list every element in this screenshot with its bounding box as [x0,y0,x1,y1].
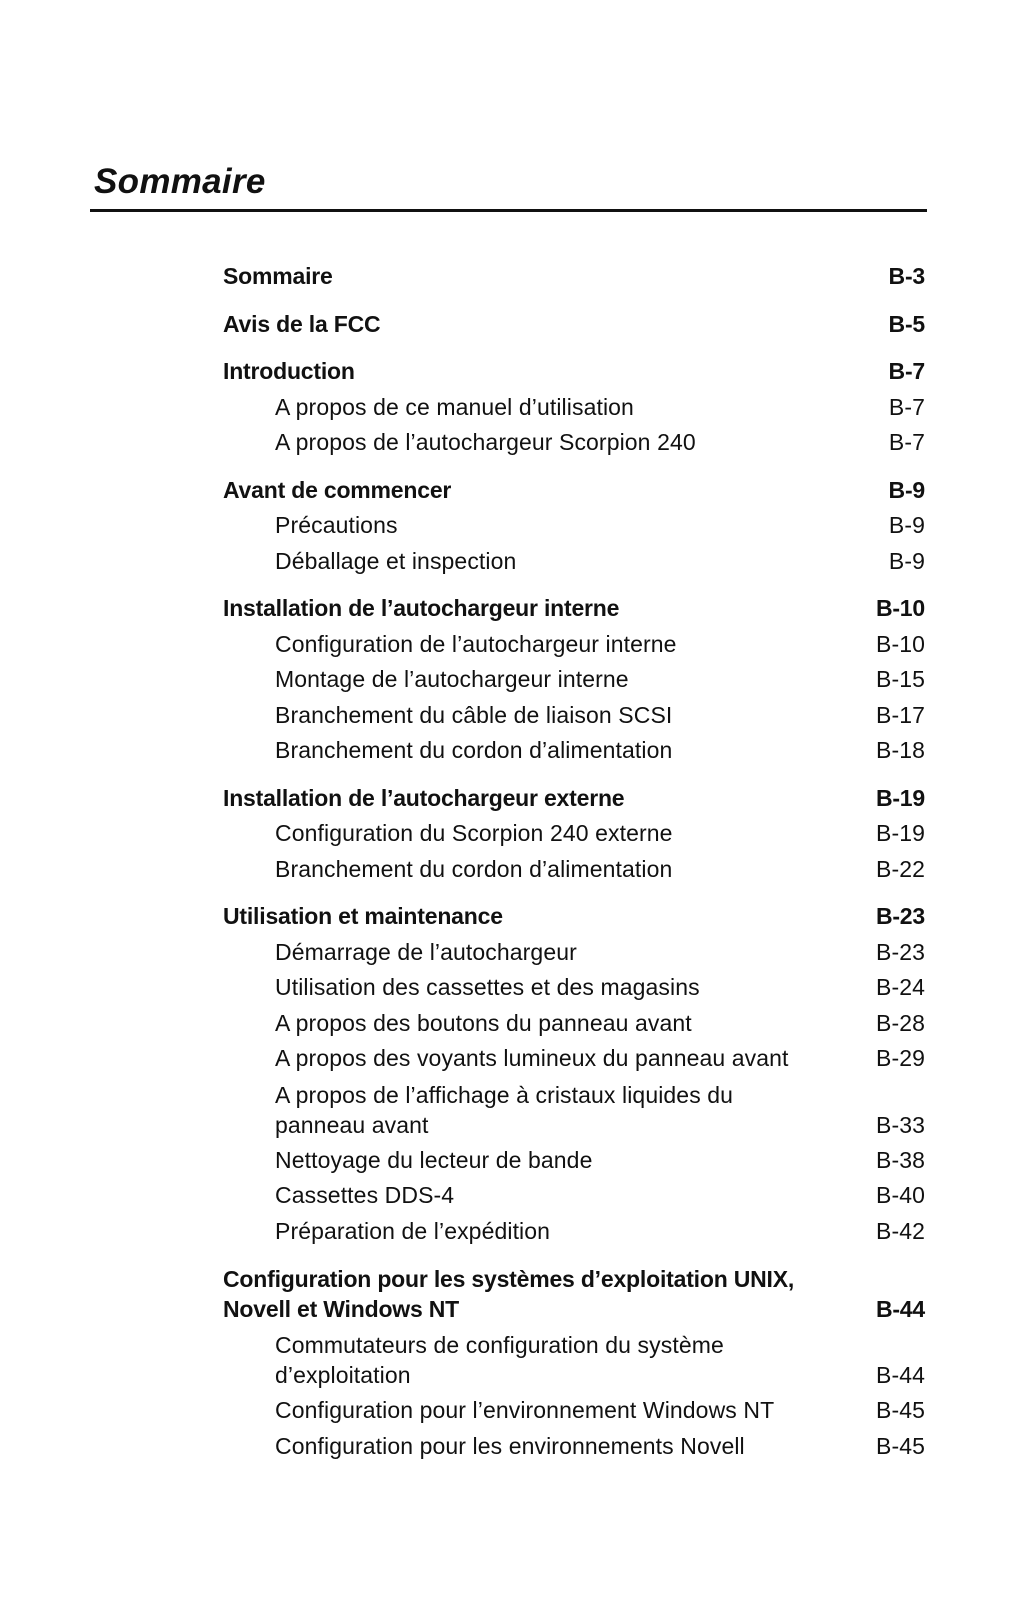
toc-subentry-page: B-28 [876,1009,925,1036]
toc-subentry-page: B-18 [876,737,925,763]
toc-entry-sub[interactable] [223,1006,925,1042]
toc-subentry-title: Commutateurs de configuration du système d’exploitation [275,1332,724,1388]
toc-subentry-title: Configuration pour les environnements Novell [275,1432,745,1459]
toc-subentry-title: Configuration du Scorpion 240 externe [275,820,673,846]
toc-entry-title: Installation de l’autochargeur interne [223,595,620,621]
toc-entry-main[interactable] [223,259,925,295]
toc-entry-sub[interactable] [223,1077,925,1143]
toc-subentry-page: B-29 [876,1045,925,1071]
toc-entry-title: Introduction [223,358,355,384]
toc-entry-sub[interactable] [223,508,925,544]
toc-section [223,591,925,769]
toc-entry-main[interactable] [223,781,925,817]
toc-subentry-title: Configuration pour l’environnement Windows NT [275,1397,775,1423]
page-title: Sommaire [94,162,266,201]
toc-entry-sub[interactable] [223,390,925,426]
toc-section [223,354,925,461]
toc-entry-main[interactable] [223,473,925,509]
toc-entry-page: B-10 [875,595,925,621]
toc-subentry-page: B-38 [876,1146,925,1173]
toc-subentry-page: B-44 [876,1362,925,1388]
toc-entry-page: B-3 [888,263,925,289]
toc-entry-title: Configuration pour les systèmes d’exploitation UNIX, Novell et Windows NT [223,1266,795,1322]
toc-entry-sub[interactable] [223,544,925,580]
toc-section [223,259,925,295]
toc-section [223,899,925,1249]
toc-subentry-title: A propos des boutons du panneau avant [275,1009,692,1036]
toc-subentry-title: Déballage et inspection [275,547,517,574]
toc-entry-page: B-5 [888,310,925,337]
toc-subentry-title: Branchement du cordon d’alimentation [275,855,673,882]
toc-entry-main[interactable] [223,899,925,935]
toc-entry-sub[interactable] [223,852,925,888]
toc-section [223,307,925,343]
toc-subentry-page: B-9 [888,547,925,574]
toc-subentry-page: B-19 [876,820,925,846]
toc-subentry-title: Montage de l’autochargeur interne [275,666,629,692]
toc-subentry-title: Précautions [275,512,398,538]
toc-entry-page: B-7 [888,358,925,384]
toc-entry-page: B-23 [875,903,925,929]
toc-subentry-page: B-23 [876,938,925,965]
toc-entry-sub[interactable] [223,1327,925,1393]
table-of-contents [223,259,925,1476]
toc-subentry-page: B-15 [876,666,925,692]
toc-subentry-page: B-17 [876,701,925,728]
toc-subentry-page: B-40 [876,1182,925,1208]
toc-entry-sub[interactable] [223,970,925,1006]
toc-subentry-title: Préparation de l’expédition [275,1217,551,1244]
toc-subentry-title: A propos de l’autochargeur Scorpion 240 [275,429,696,455]
toc-subentry-title: Cassettes DDS-4 [275,1182,455,1208]
toc-entry-sub[interactable] [223,1178,925,1214]
toc-subentry-title: Utilisation des cassettes et des magasins [275,974,700,1000]
toc-subentry-title: Branchement du cordon d’alimentation [275,737,673,763]
toc-entry-title: Avant de commencer [223,476,452,503]
toc-subentry-page: B-22 [876,855,925,882]
toc-subentry-title: A propos de ce manuel d’utilisation [275,393,634,420]
toc-section [223,473,925,580]
toc-entry-main[interactable] [223,591,925,627]
toc-entry-title: Sommaire [223,263,333,289]
toc-subentry-page: B-33 [876,1111,925,1138]
toc-entry-sub[interactable] [223,733,925,769]
toc-entry-sub[interactable] [223,1393,925,1429]
toc-entry-sub[interactable] [223,935,925,971]
toc-subentry-page: B-24 [876,974,925,1000]
toc-subentry-title: A propos de l’affichage à cristaux liquides du panneau avant [275,1081,734,1138]
toc-entry-sub[interactable] [223,662,925,698]
toc-entry-page: B-9 [888,476,925,503]
toc-entry-page: B-19 [875,784,925,811]
toc-entry-sub[interactable] [223,1041,925,1077]
toc-section [223,781,925,888]
toc-subentry-title: A propos des voyants lumineux du panneau avant [275,1045,789,1071]
toc-entry-sub[interactable] [223,1143,925,1179]
toc-entry-sub[interactable] [223,1214,925,1250]
toc-subentry-title: Nettoyage du lecteur de bande [275,1146,593,1173]
toc-entry-title: Installation de l’autochargeur externe [223,784,625,811]
title-rule [90,209,927,212]
toc-subentry-page: B-42 [876,1217,925,1244]
toc-subentry-title: Configuration de l’autochargeur interne [275,630,677,657]
toc-subentry-page: B-7 [888,429,925,455]
toc-subentry-page: B-10 [876,630,925,657]
toc-entry-sub[interactable] [223,816,925,852]
toc-entry-title: Utilisation et maintenance [223,903,503,929]
toc-subentry-title: Branchement du câble de liaison SCSI [275,701,673,728]
toc-section [223,1261,925,1464]
toc-entry-sub[interactable] [223,627,925,663]
toc-subentry-page: B-9 [888,512,925,538]
toc-entry-main[interactable] [223,307,925,343]
toc-subentry-page: B-45 [876,1397,925,1423]
toc-entry-page: B-44 [875,1296,925,1322]
toc-entry-main[interactable] [223,1261,925,1327]
toc-entry-main[interactable] [223,354,925,390]
toc-subentry-page: B-7 [888,393,925,420]
toc-subentry-page: B-45 [876,1432,925,1459]
toc-entry-sub[interactable] [223,425,925,461]
toc-entry-sub[interactable] [223,698,925,734]
toc-entry-sub[interactable] [223,1429,925,1465]
toc-entry-title: Avis de la FCC [223,310,381,337]
toc-subentry-title: Démarrage de l’autochargeur [275,938,577,965]
